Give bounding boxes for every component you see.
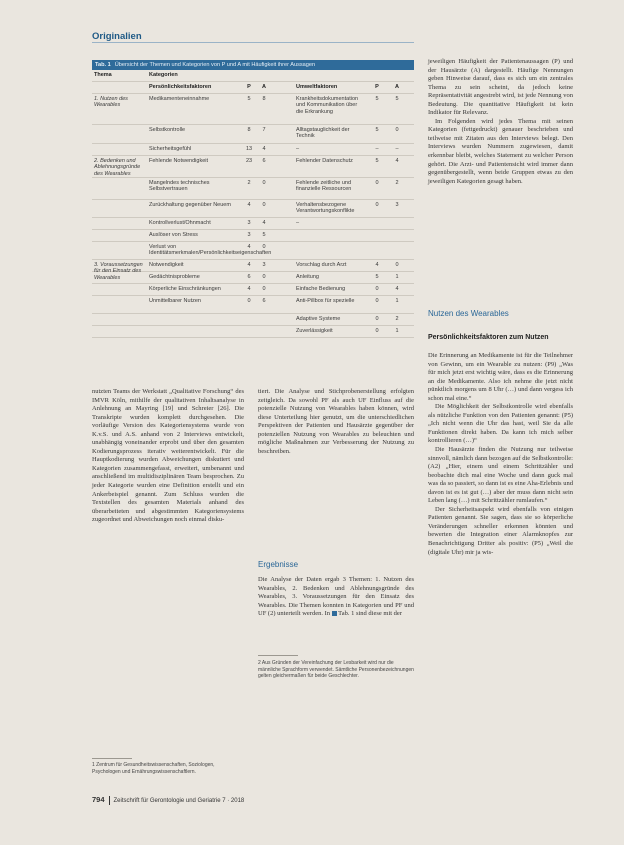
paragraph-text: Die Analyse der Daten ergab 3 Themen: 1. Nutzen des Wearables, 2. Bedenken und Ablehnungsgründe des Wearables, 3. Voraussetzungen für den Einsatz des Wearables. Die Themen konnten in Kategorien und PF und UF (2) unterteilt werden. In: [258, 576, 414, 618]
table-cell-p2: 0: [375, 180, 379, 186]
table-header-p: P: [247, 84, 251, 90]
heading-nutzen: Nutzen des Wearables: [428, 309, 509, 318]
table-cell-a2: 5: [395, 96, 399, 102]
table-cell-p1: 6: [247, 274, 251, 280]
footnote-left: 1 Zentrum für Gesundheitswissenschaften, Soziologen, Psychologen und Ernährungswissenschaftlern.: [92, 762, 215, 775]
table-cell-p1: 0: [247, 298, 251, 304]
table-header-environment: Umweltfaktoren: [296, 84, 338, 90]
table-row: [92, 94, 414, 125]
table-cell-theme: 1. Nutzen des Wearables: [94, 96, 128, 109]
table-cell-k1: Unmittelbarer Nutzen: [149, 298, 201, 304]
table-cell-a1: 4: [262, 146, 266, 152]
table-cell-a2: 0: [395, 127, 399, 133]
table-row: [92, 272, 414, 284]
data-table: [92, 70, 414, 338]
table-cell-k2: Verhaltensbezogene Verantwortungskonflikte: [296, 202, 355, 215]
table-cell-a1: 8: [262, 96, 266, 102]
table-cell-a2: 4: [395, 158, 399, 164]
table-cell-p1: 3: [247, 232, 251, 238]
table-caption-label: Tab. 1: [95, 62, 111, 68]
table-cell-p1: 3: [247, 220, 251, 226]
table-header-theme: Thema: [94, 72, 112, 78]
table-header-a: A: [262, 84, 266, 90]
table-row: [92, 178, 414, 200]
table-cell-p2: 5: [375, 274, 379, 280]
table-cell-k2: Krankheitsdokumentation und Kommunikation über die Erkrankung: [296, 96, 359, 115]
table-cell-p1: 2: [247, 180, 251, 186]
footnote-rule-middle: [258, 655, 298, 656]
table-cell-k1: Medikamenteneinnahme: [149, 96, 210, 102]
table-row: [92, 144, 414, 156]
table-cell-k2: Anleitung: [296, 274, 319, 280]
table-cell-k1: Zurückhaltung gegenüber Neuem: [149, 202, 231, 208]
table-cell-k2: Zuverlässigkeit: [296, 328, 333, 334]
paragraph: [258, 576, 414, 619]
table-row: [92, 230, 414, 242]
table-cell-p2: –: [375, 146, 379, 152]
table-cell-a1: 4: [262, 220, 266, 226]
table-ref-link[interactable]: Tab. 1: [338, 610, 355, 618]
table-cell-p1: 13: [245, 146, 253, 152]
table-cell-k2: Adaptive Systeme: [296, 316, 341, 322]
table-cell-k1: Notwendigkeit: [149, 262, 184, 268]
heading-ergebnisse: Ergebnisse: [258, 560, 299, 569]
table-header-row-2: [92, 82, 414, 94]
paragraph: nutzten Teams der Werkstatt „Qualitative Forschung“ des IMVR Köln, mithilfe der qualitativen Inhaltsanalyse in Anlehnung an Mayring [19] und Schreier [26]. Die Transkripte wurden komplett durchgesehen. Die vorläufige Version des Kategoriensystems wurde von K.v.S. und A.S. anhand von 2 Interviews entwickelt, unabhängig voneinander erprobt und über den gesamten Kodierungsprozess iterativ weiterentwickelt. Für die Hauptkodierung wurden Abweichungen diskutiert und Kategorien zusammengefasst, erweitert, umbenannt und anschließend im multidisziplinären Team besprochen. Zu jeder Kategorie wurden eine Definition erstellt und ein Ankerbeispiel genannt. Zum Schluss wurden die Textstellen des gesamten Materials anhand des überarbeiteten und abgestimmten Kategoriensystems zugeordnet und Abweichungen noch einmal disku-: [92, 388, 244, 524]
table-cell-a2: 1: [395, 298, 399, 304]
table-cell-p2: 4: [375, 262, 379, 268]
table-cell-k2: Einfache Bedienung: [296, 286, 346, 292]
table-cell-k1: Kontrollverlust/Ohnmacht: [149, 220, 211, 226]
table-cell-a1: 7: [262, 127, 266, 133]
table-cell-k1: Auslöser von Stress: [149, 232, 198, 238]
table-cell-p2: 0: [375, 328, 379, 334]
subheading-persoenlichkeit: Persönlichkeitsfaktoren zum Nutzen: [428, 334, 549, 341]
table-cell-a2: 0: [395, 262, 399, 268]
table-row: [92, 314, 414, 326]
table-cell-p1: 4: [247, 262, 251, 268]
table-cell-p1: 4: [247, 202, 251, 208]
paragraph: tiert. Die Analyse und Stichprobenerstellung erfolgten zeitgleich. Da sowohl PF als auch UF Einfluss auf die potenzielle Nutzung von Wearables haben können, wird diese Unterteilung hier genutzt, um die unterschiedlichen Perspektiven der Patienten und Hausärzte gegenüber der potenziellen Nutzung von Wearables zu beleuchten und mögliche Maßnahmen zur Verbesserung der Nutzung zu beschreiben.: [258, 388, 414, 455]
table-cell-p1: 4: [247, 286, 251, 292]
table-row: [92, 326, 414, 338]
table-row: [92, 125, 414, 144]
table-cell-k2: –: [296, 146, 300, 152]
paragraph: Die Möglichkeit der Selbstkontrolle wird ebenfalls als nützliche Funktion von den Patienten genannt: (P5) „Ich nicht wenn die Uhr das hast, weil Sie da alle Funktionen direkt haben. Da kann ich mich selber kontrollieren (…)“: [428, 403, 573, 445]
table-row: [92, 218, 414, 230]
table-cell-p2: 0: [375, 202, 379, 208]
table-cell-p2: 0: [375, 298, 379, 304]
table-cell-k2: Fehlender Datenschutz: [296, 158, 353, 164]
table-cell-a1: 0: [262, 244, 266, 250]
section-label: Originalien: [92, 31, 142, 42]
footnote-middle: 2 Aus Gründen der Vereinfachung der Lesbarkeit wird nur die männliche Sprachform verwendet. Sämtliche Personenbezeichnungen gelten gleichermaßen für beide Geschlechter.: [258, 660, 414, 680]
table-header-a2: A: [395, 84, 399, 90]
body-column-middle: [258, 388, 414, 456]
table-cell-p1: 5: [247, 96, 251, 102]
table-ref-icon: [332, 611, 337, 616]
footnote-rule-left: [92, 758, 132, 759]
table-header-categories: Kategorien: [149, 72, 178, 78]
table-cell-theme: 2. Bedenken und Ablehnungsgründe des Wearables: [94, 158, 141, 177]
table-cell-theme: 3. Voraussetzungen für den Einsatz des Wearables: [94, 262, 143, 281]
table-cell-k1: Sicherheitsgefühl: [149, 146, 192, 152]
table-cell-a1: 0: [262, 286, 266, 292]
paragraph: Der Sicherheitsaspekt wird ebenfalls von einigen Patienten genannt. Sie sagen, dass sie so körperliche Veränderungen schneller erkennen könnten und bewerten die Integration einer Alarmknopfes zur Benachrichtigung Dritter als positiv: (P5) „Weil die (digitale Uhr) mir ja wis-: [428, 505, 573, 556]
body-column-right-2: [428, 352, 573, 557]
table-cell-a1: 0: [262, 180, 266, 186]
table-cell-a1: 3: [262, 262, 266, 268]
table-cell-a2: 3: [395, 202, 399, 208]
paragraph: Die Hausärzte finden die Nutzung nur teilweise sinnvoll, nämlich dann bezogen auf die Selbstkontrolle: (A2) „Hier, einem und einem Schrittzähler und beobachte dich mal eine Woche und dann guck mal was da so passiert, so dann ist es eine Aha-Erlebnis und davon ist es ist gut (…) aber der muss dann nicht sein Leben lang (…) mit Schrittzähler rumlaufen.“: [428, 446, 573, 505]
table-cell-k1: Mangelndes technisches Selbstvertrauen: [149, 180, 210, 193]
header-rule: [92, 42, 414, 43]
body-column-left: [92, 388, 244, 525]
table-row: [92, 242, 414, 260]
table-cell-a2: 2: [395, 316, 399, 322]
table-cell-p2: 5: [375, 96, 379, 102]
table-cell-k2: Fehlende zeitliche und finanzielle Ressourcen: [296, 180, 352, 193]
footer-separator: [109, 796, 110, 805]
table-row: [92, 284, 414, 296]
table-row: [92, 200, 414, 218]
paragraph: Im Folgenden wird jedes Thema mit seinen Kategorien (fettgedruckt) genauer beschrieben und teilweise mit Zitaten aus den Interviews belegt. Den Interviews wurden Nummern zugewiesen, damit erkennbar bleibt, welches Statement zu welcher Person gehört. Die Arzt- und Patientensicht wird immer dann gegenübergestellt, wenn beide Gruppen etwas zu den jeweiligen Kategorien gesagt haben.: [428, 117, 573, 185]
table-cell-p1: 23: [245, 158, 253, 164]
table-cell-k2: Alltagstauglichkeit der Technik: [296, 127, 350, 140]
table-cell-k1: Gedächtnisprobleme: [149, 274, 200, 280]
table-cell-p1: 8: [247, 127, 251, 133]
body-column-right: [428, 58, 573, 186]
table-cell-k2: –: [296, 220, 300, 226]
table-caption-text: Übersicht der Themen und Kategorien von P und A mit Häufigkeit ihrer Aussagen: [114, 62, 316, 68]
table-cell-k1: Selbstkontrolle: [149, 127, 186, 133]
table-caption: [92, 60, 414, 70]
table-cell-a2: –: [395, 146, 399, 152]
table-cell-a2: 2: [395, 180, 399, 186]
page-footer: [92, 795, 244, 805]
table-cell-k1: Fehlende Notwendigkeit: [149, 158, 209, 164]
table-cell-a2: 4: [395, 286, 399, 292]
table-cell-a1: 6: [262, 298, 266, 304]
table-cell-p1: 4: [247, 244, 251, 250]
table-cell-a1: 6: [262, 158, 266, 164]
table-cell-p2: 0: [375, 316, 379, 322]
table-cell-k1: Körperliche Einschränkungen: [149, 286, 221, 292]
table-cell-p2: 5: [375, 127, 379, 133]
table-cell-a2: 1: [395, 328, 399, 334]
table-cell-a2: 1: [395, 274, 399, 280]
table-body: [92, 94, 414, 338]
table-cell-p2: 0: [375, 286, 379, 292]
body-column-middle-2: [258, 576, 414, 619]
table-cell-a1: 0: [262, 202, 266, 208]
table-cell-a1: 0: [262, 274, 266, 280]
table-header-row-1: [92, 70, 414, 82]
page-number: 794: [92, 795, 105, 804]
table-cell-k2: Vorschlag durch Arzt: [296, 262, 347, 268]
paragraph: jeweiligen Häufigkeit der Patientenaussagen (P) und der Hausärzte (A) dargestellt. Häufige Nennungen geben Hinweise darauf, dass es sich um ein zentrales Thema zu sein scheint, da jedoch keine Repräsentativität angestrebt wird, ist jede Nennung von Bedeutung. Die quantitative Häufigkeit ist kein Indikator für Relevanz.: [428, 58, 573, 117]
table-cell-k2: Anti-Pillbox für spezielle: [296, 298, 355, 304]
table-header-personality: Persönlichkeitsfaktoren: [149, 84, 212, 90]
paragraph: Die Erinnerung an Medikamente ist für die Teilnehmer von Gewinn, um ein Wearable zu nutzen: (P9) „Was für mich jetzt erst wichtig wäre, dass es die Erinnerung an die Medikamente. Also ich nehme die jetzt nicht pünktlich morgens um 8 Uhr (…) und dann vergess ich schon mal eine.“: [428, 352, 573, 402]
journal-name: Zeitschrift für Gerontologie und Geriatrie 7 · 2018: [113, 798, 245, 804]
table-row: [92, 296, 414, 314]
table-row: [92, 156, 414, 178]
paragraph-text-end: sind diese mit der: [355, 610, 402, 618]
table-cell-a1: 5: [262, 232, 266, 238]
table-cell-p2: 5: [375, 158, 379, 164]
table-cell-k1: Verlust von Identitätsmerkmalen/Persönlichkeitseigenschaften: [149, 244, 272, 257]
table-header-p2: P: [375, 84, 379, 90]
